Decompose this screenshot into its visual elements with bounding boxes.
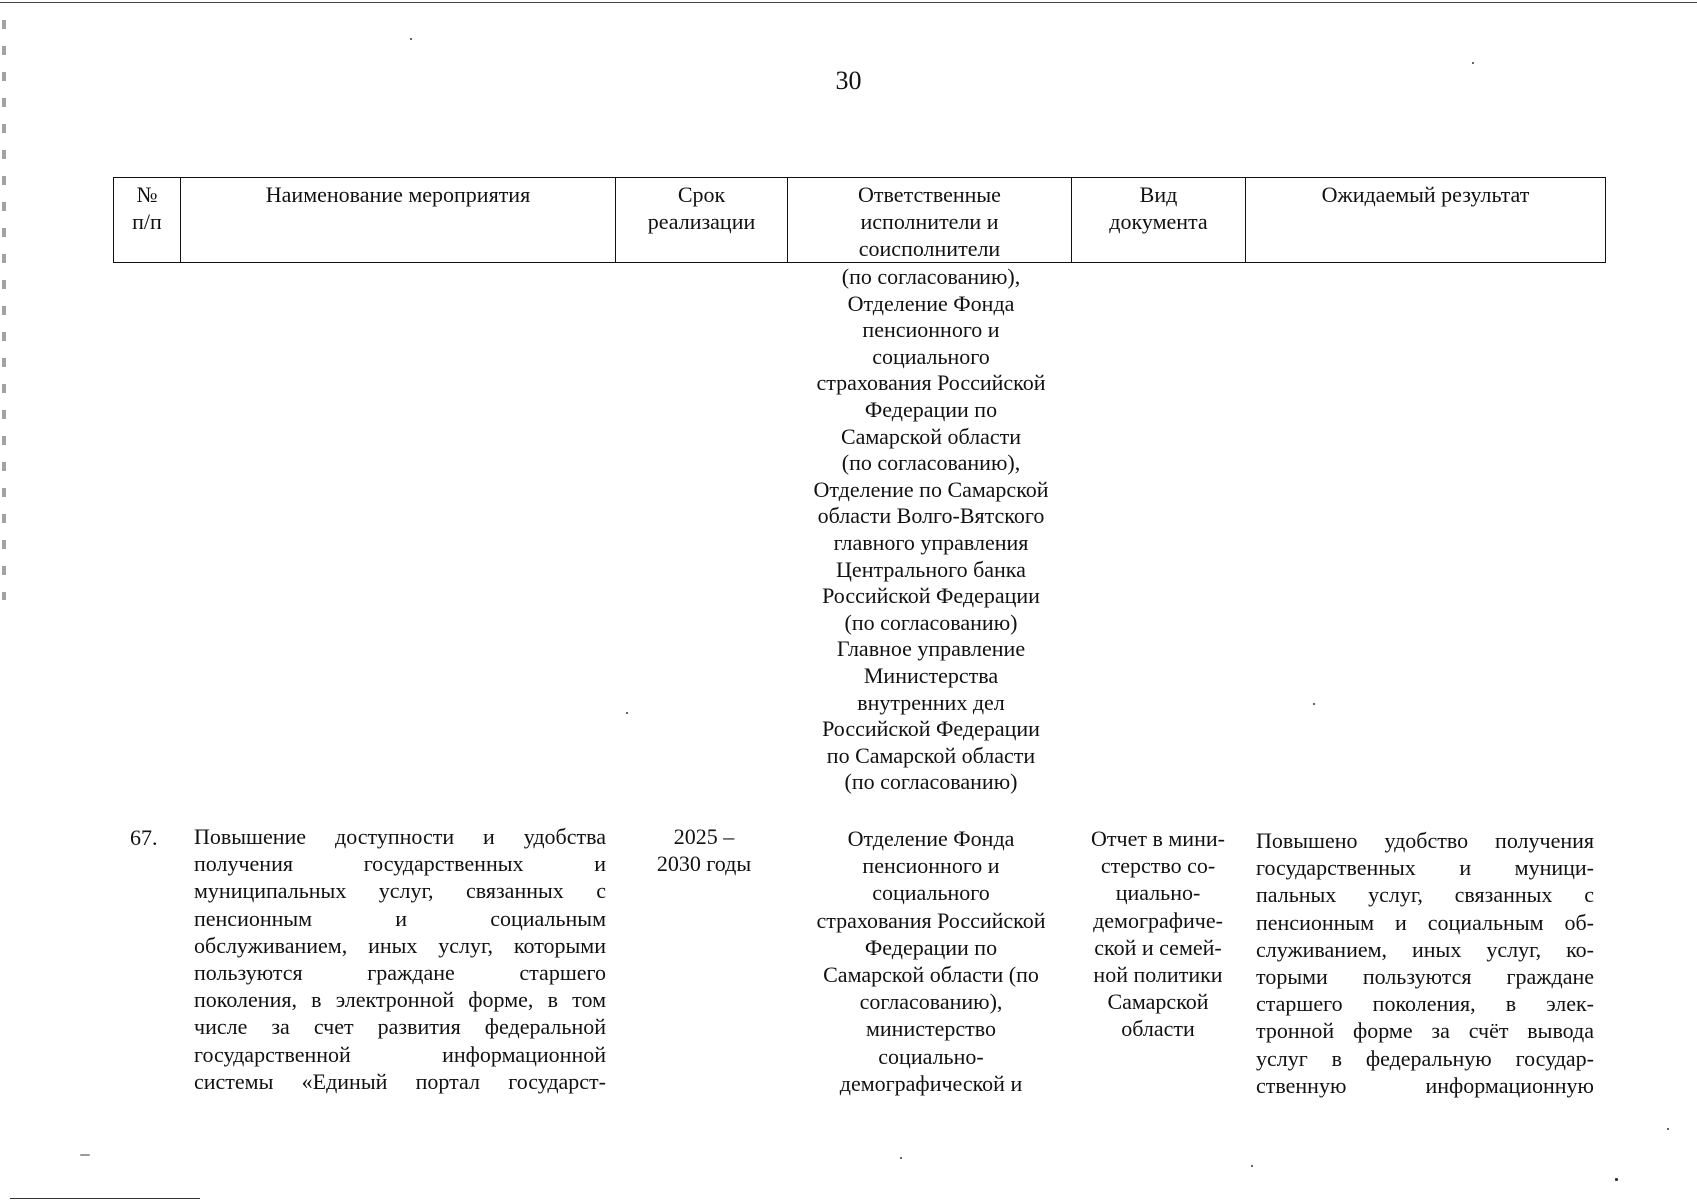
text-line: 2025 – <box>673 824 735 849</box>
text-line: тронной форме за счёт вывода <box>1256 1018 1594 1044</box>
text-line: Самарской области (по <box>823 962 1039 988</box>
text-line: Центрального банка <box>836 556 1026 582</box>
text-line: (по согласованию), <box>841 450 1021 476</box>
text-line: циально- <box>1115 880 1201 906</box>
row-67-number: 67. <box>130 825 158 850</box>
text-line: системы «Единый портал государст- <box>194 1068 606 1094</box>
text-line: услуг в федеральную государ- <box>1256 1045 1594 1071</box>
text-line: поколения, в электронной форме, в том <box>194 987 606 1013</box>
text-line: Отчет в мини- <box>1091 826 1225 851</box>
text-line: пенсионным и социальным <box>194 905 606 931</box>
header-doc-type: Вид документа <box>1072 178 1246 263</box>
row-67-term <box>620 823 788 877</box>
text-line: обслуживанием, иных услуг, которыми <box>194 932 606 958</box>
scan-speck <box>1667 1128 1669 1130</box>
scan-speck <box>900 1157 902 1159</box>
text-line: старшего поколения, в элек- <box>1256 991 1594 1017</box>
text-line: министерство <box>865 1016 996 1042</box>
text-line: Самарской области <box>840 423 1022 449</box>
text-line: Повышение доступности и удобства <box>194 824 606 849</box>
scan-speck <box>1472 62 1474 64</box>
text-line: согласованию), <box>859 989 1003 1015</box>
top-border-line <box>0 2 1697 3</box>
header-result: Ожидаемый результат <box>1246 178 1606 263</box>
text-line: (по согласованию), <box>841 264 1021 289</box>
continued-responsible-cell <box>796 264 1066 796</box>
header-name: Наименование мероприятия <box>181 178 616 263</box>
text-line: ской и семей- <box>1094 934 1222 960</box>
text-line: области Волго-Вятского <box>817 503 1045 529</box>
text-line: Отделение Фонда <box>847 826 1015 851</box>
text-line: государственной информационной <box>194 1041 606 1067</box>
text-line: получения государственных и <box>194 851 606 877</box>
text-line: 2030 годы <box>656 851 752 877</box>
header-number: № п/п <box>114 178 181 263</box>
text-line: страхования Российской <box>816 907 1046 933</box>
page-number: 30 <box>835 66 862 95</box>
text-line: Министерства <box>863 662 999 688</box>
text-line: Самарской <box>1107 989 1209 1015</box>
text-line: пенсионным и социальным об- <box>1256 909 1594 935</box>
text-line: ственную информационную <box>1256 1072 1594 1098</box>
text-line: Отделение по Самарской <box>813 476 1049 502</box>
text-line: социального <box>872 880 990 906</box>
text-line: внутренних дел <box>857 689 1005 715</box>
scan-speck <box>1615 1178 1618 1181</box>
text-line: Отделение Фонда <box>847 290 1015 316</box>
table-header <box>113 177 1606 263</box>
text-line: Российской Федерации <box>822 583 1040 609</box>
text-line: по Самарской области <box>826 742 1036 768</box>
text-line: служиванием, иных услуг, ко- <box>1256 936 1594 962</box>
text-line: пенсионного и <box>862 853 1000 879</box>
text-line: области <box>1121 1016 1195 1042</box>
row-67-doc-type <box>1076 825 1240 1043</box>
scan-speck <box>80 1154 90 1156</box>
text-line: страхования Российской <box>816 370 1046 396</box>
text-line: демографиче- <box>1093 907 1223 933</box>
text-line: Главное управление <box>836 636 1026 662</box>
text-line: Российской Федерации <box>822 716 1040 742</box>
text-line: демографической и <box>839 1070 1023 1096</box>
header-responsible: Ответственные исполнители и соисполнители <box>788 178 1072 263</box>
text-line: пенсионного и <box>862 317 1000 343</box>
text-line: стерство со- <box>1100 853 1216 879</box>
row-67-responsible <box>796 825 1066 1097</box>
text-line: Федерации по <box>864 934 998 960</box>
text-line: Федерации по <box>864 396 998 422</box>
scan-margin-marks <box>2 20 6 600</box>
text-line: ной политики <box>1093 962 1223 988</box>
header-term: Срок реализации <box>616 178 788 263</box>
text-line: главного управления <box>833 529 1029 555</box>
row-67-name <box>194 823 606 1095</box>
text-line: государственных и муници- <box>1256 855 1594 881</box>
bottom-edge-line <box>10 1198 200 1199</box>
row-67-result <box>1256 827 1594 1099</box>
text-line: социального <box>872 343 990 369</box>
scan-speck <box>1251 1165 1253 1167</box>
text-line: муниципальных услуг, связанных с <box>194 878 606 904</box>
text-line: (по согласованию) <box>844 769 1018 795</box>
text-line: пользуются граждане старшего <box>194 960 606 986</box>
scan-speck <box>410 38 412 40</box>
text-line: социально- <box>878 1043 984 1069</box>
text-line: пальных услуг, связанных с <box>1256 882 1594 908</box>
scan-speck <box>626 712 628 714</box>
text-line: (по согласованию) <box>844 609 1018 635</box>
text-line: числе за счет развития федеральной <box>194 1014 606 1040</box>
text-line: Повышено удобство получения <box>1256 828 1594 853</box>
text-line: торыми пользуются граждане <box>1256 964 1594 990</box>
scan-speck <box>1313 703 1315 705</box>
